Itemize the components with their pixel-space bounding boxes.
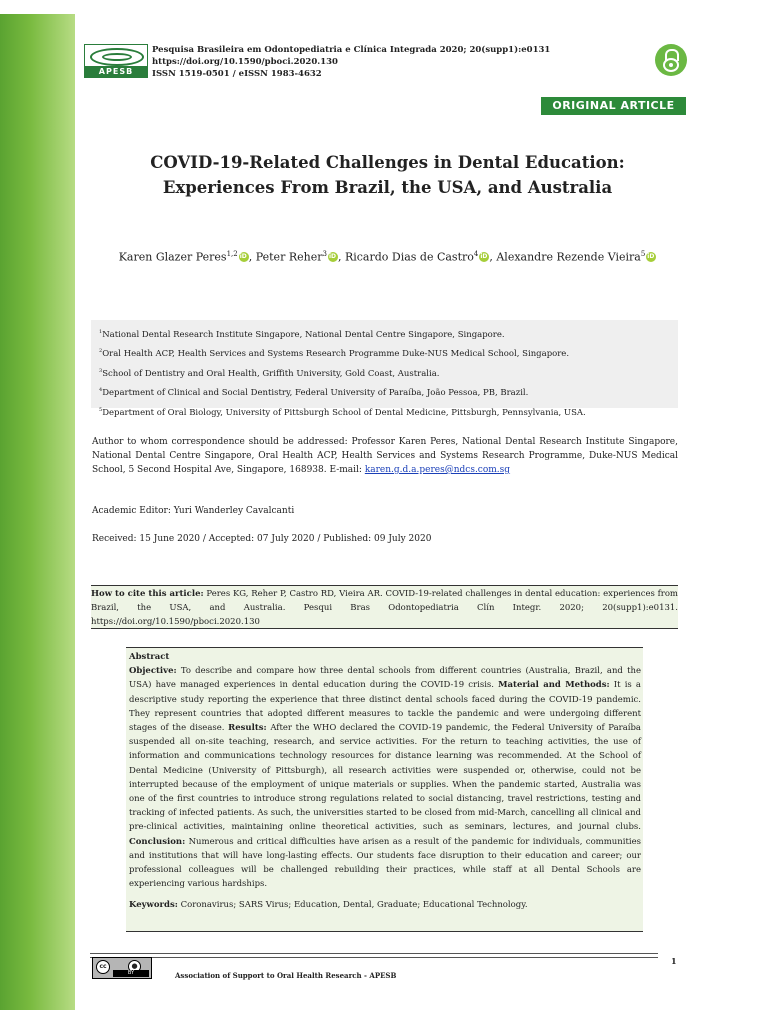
publication-dates: Received: 15 June 2020 / Accepted: 07 July 2020 / Published: 09 July 2020 (92, 534, 432, 544)
email-link[interactable]: karen.g.d.a.peres@ndcs.com.sg (364, 465, 511, 475)
affiliation-item (99, 324, 678, 343)
affiliations-box (91, 320, 678, 418)
affiliation-number: 4 (99, 387, 103, 394)
orcid-icon[interactable] (239, 252, 249, 262)
cc-by-label: BY (113, 970, 149, 977)
footer-association: Association of Support to Oral Health Research - APESB (175, 971, 397, 980)
author-name: Peter Reher (255, 250, 323, 264)
conclusion-label: Conclusion: (129, 836, 186, 847)
author-name: Ricardo Dias de Castro (344, 250, 474, 264)
orcid-icon[interactable] (328, 252, 338, 262)
page-number: 1 (671, 956, 677, 966)
affiliation-text: Oral Health ACP, Health Services and Systems Research Programme Duke-NUS Medical School, Singapore. (102, 349, 570, 360)
affiliation-text: Department of Clinical and Social Dentistry, Federal University of Paraíba, João Pessoa, PB, Brazil. (102, 388, 529, 399)
footer-divider (90, 953, 658, 958)
open-access-icon (655, 44, 687, 76)
keywords-text: Coronavirus; SARS Virus; Education, Dental, Graduate; Educational Technology. (177, 900, 528, 911)
apesb-logo (84, 44, 148, 78)
journal-header (152, 44, 550, 80)
academic-editor: Academic Editor: Yuri Wanderley Cavalcanti (92, 506, 295, 516)
title-line-1: COVID-19-Related Challenges in Dental Education: (150, 153, 625, 172)
abstract-body (129, 664, 641, 891)
author-affiliation-number: 5 (640, 250, 646, 258)
author-affiliation-number: 3 (322, 250, 327, 258)
keywords-label: Keywords: (129, 900, 178, 911)
journal-issn: ISSN 1519-0501 / eISSN 1983-4632 (152, 69, 322, 79)
author-list: Karen Glazer Peres$^{1,2}$iD , Peter Reher$^3$iD , Ricardo Dias de Castro$^4$iD , Alexandre Rezende Vieira$^5$iD (90, 250, 685, 264)
citation-box (91, 585, 678, 629)
abstract-box (126, 647, 643, 932)
objective-label: Objective: (129, 666, 177, 677)
abstract-heading: Abstract (129, 652, 170, 662)
cc-license-icon[interactable] (92, 957, 152, 979)
correspondence-text: Author to whom correspondence should be addressed: Professor Karen Peres, National Dental Research Institute Singapore, National Dental Centre Singapore, Oral Health ACP, Health Services and Systems Research Programme, Duke-NUS Medical School, 5 Second Hospital Ave, Singapore, 168938. E-mail: (92, 437, 678, 475)
methods-label: Material and Methods: (498, 680, 610, 691)
affiliation-number: 5 (99, 406, 103, 413)
conclusion-text: Numerous and critical difficulties have arisen as a result of the pandemic for individuals, communities and institutions that will have long-lasting effects. Our students face disruption to their education and career; our professional colleagues will be challenged rebuilding their practices, while staff at all Dental Schools are experiencing various hardships. (129, 836, 641, 890)
orcid-icon[interactable] (479, 252, 489, 262)
affiliation-number: 3 (99, 367, 103, 374)
affiliation-text: School of Dentistry and Oral Health, Griffith University, Gold Coast, Australia. (102, 368, 440, 379)
affiliation-item (99, 382, 678, 401)
orcid-icon[interactable] (646, 252, 656, 262)
article-title (90, 150, 685, 200)
affiliation-item (99, 363, 678, 382)
article-type-badge: ORIGINAL ARTICLE (541, 97, 686, 115)
citation-label: How to cite this article: (91, 589, 204, 599)
logo-text: APESB (85, 66, 147, 77)
journal-citation: Pesquisa Brasileira em Odontopediatria e Clínica Integrada 2020; 20(supp1):e0131 (152, 45, 551, 55)
author-name: Alexandre Rezende Vieira (496, 250, 641, 264)
author-affiliation-number: 1,2 (226, 250, 238, 258)
journal-doi: https://doi.org/10.1590/pboci.2020.130 (152, 57, 338, 67)
affiliation-item (99, 402, 678, 421)
keywords (129, 898, 641, 912)
methods-text: It is a descriptive study reporting the experience that three distinct dental schools faced during the COVID-19 pandemic. They represent countries that adopted different measures to tackle the pandemic and were undergoing different stages of the disease. (129, 680, 641, 734)
affiliation-number: 2 (99, 348, 103, 355)
author-name: Karen Glazer Peres (118, 250, 227, 264)
citation-text: Peres KG, Reher P, Castro RD, Vieira AR. COVID-19-related challenges in dental education: experiences from Brazil, the USA, and Australia. Pesqui Bras Odontopediatria Clín Integr. 2020; 20(supp1):e0131. https://doi.org/10.1590/pboci.2020.130 (91, 589, 678, 627)
affiliation-text: National Dental Research Institute Singapore, National Dental Centre Singapore, Singapore. (102, 329, 505, 340)
results-text: After the WHO declared the COVID-19 pandemic, the Federal University of Paraíba suspended all on-site teaching, research, and service activities. For the return to teaching activities, the use of information and communications technology resources for distance learning was recommended. At the School of Dental Medicine (University of Pittsburgh), all research activities were suspended or, otherwise, could not be interrupted because of the employment of unique materials or supplies. When the pandemic started, Australia was one of the first countries to introduce strong regulations related to social distancing, travel restrictions, testing and tracking of infected patients. As such, the universities started to be closed from mid-March, cancelling all clinical and pre-clinical activities, maintaining online theoretical activities, such as seminars, lectures, and journal clubs. (129, 723, 641, 833)
decorative-sidebar (0, 14, 75, 1010)
attribution-icon: ● (128, 960, 141, 973)
affiliation-item (99, 343, 678, 362)
affiliation-text: Department of Oral Biology, University of Pittsburgh School of Dental Medicine, Pittsburgh, Pennsylvania, USA. (102, 407, 586, 418)
author-affiliation-number: 4 (473, 250, 479, 258)
affiliation-number: 1 (99, 329, 103, 335)
cc-icon: cc (96, 960, 110, 974)
title-line-2: Experiences From Brazil, the USA, and Australia (162, 178, 613, 197)
logo-mark-icon (90, 48, 144, 66)
results-label: Results: (228, 723, 267, 734)
objective-text: To describe and compare how three dental schools from different countries (Australia, Brazil, and the USA) have managed experiences in dental education during the COVID-19 crisis. (129, 666, 641, 691)
correspondence (92, 435, 678, 477)
